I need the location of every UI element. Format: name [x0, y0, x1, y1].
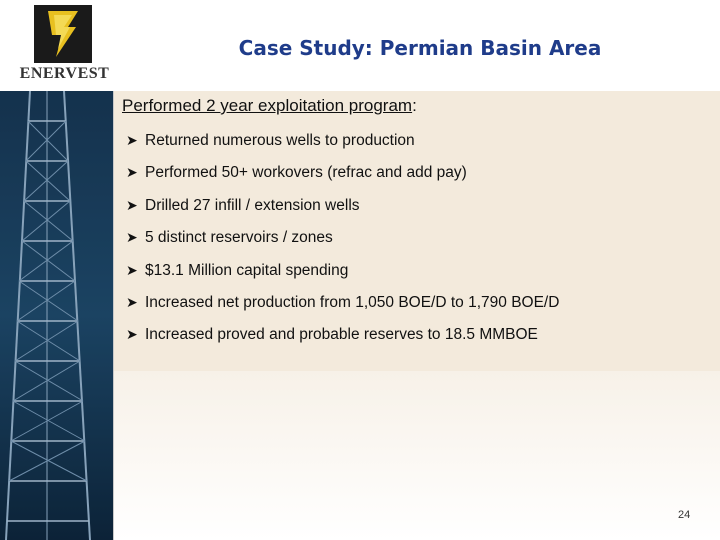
- list-item-text: Increased net production from 1,050 BOE/D to 1,790 BOE/D: [145, 293, 560, 311]
- arrow-bullet-icon: ➤: [126, 196, 138, 213]
- list-item-text: Performed 50+ workovers (refrac and add pay): [145, 164, 467, 182]
- arrow-bullet-icon: ➤: [126, 164, 138, 181]
- list-item: [126, 159, 559, 191]
- list-item-text: Increased proved and probable reserves to 18.5 MMBOE: [145, 326, 538, 344]
- list-item-text: $13.1 Million capital spending: [145, 261, 349, 279]
- enervest-logo: [12, 5, 117, 87]
- list-item: [126, 321, 559, 353]
- arrow-bullet-icon: ➤: [126, 261, 138, 278]
- slide-title: Case Study: Permian Basin Area: [238, 36, 602, 60]
- arrow-bullet-icon: ➤: [126, 132, 138, 148]
- enervest-logo-mark-icon: [34, 5, 92, 63]
- list-item-text: 5 distinct reservoirs / zones: [145, 229, 333, 247]
- list-item: [126, 192, 559, 224]
- content-panel-lower: [114, 371, 720, 540]
- list-item-text: Drilled 27 infill / extension wells: [145, 196, 360, 214]
- arrow-bullet-icon: ➤: [126, 229, 138, 246]
- list-item-text: Returned numerous wells to production: [145, 132, 415, 149]
- arrow-bullet-icon: ➤: [126, 326, 138, 343]
- slide-header: [0, 0, 720, 91]
- page-number: 24: [678, 509, 691, 521]
- list-item: [126, 224, 559, 256]
- list-item: [126, 257, 559, 289]
- arrow-bullet-icon: ➤: [126, 293, 138, 310]
- bullet-list: [126, 127, 559, 354]
- section-heading-colon: :: [412, 96, 417, 115]
- oil-rig-photo: [0, 91, 114, 540]
- list-item: [126, 127, 559, 159]
- list-item: [126, 289, 559, 321]
- section-heading: [122, 96, 417, 116]
- logo-wordmark: ENERVEST: [19, 65, 110, 82]
- section-heading-text: Performed 2 year exploitation program: [122, 96, 413, 115]
